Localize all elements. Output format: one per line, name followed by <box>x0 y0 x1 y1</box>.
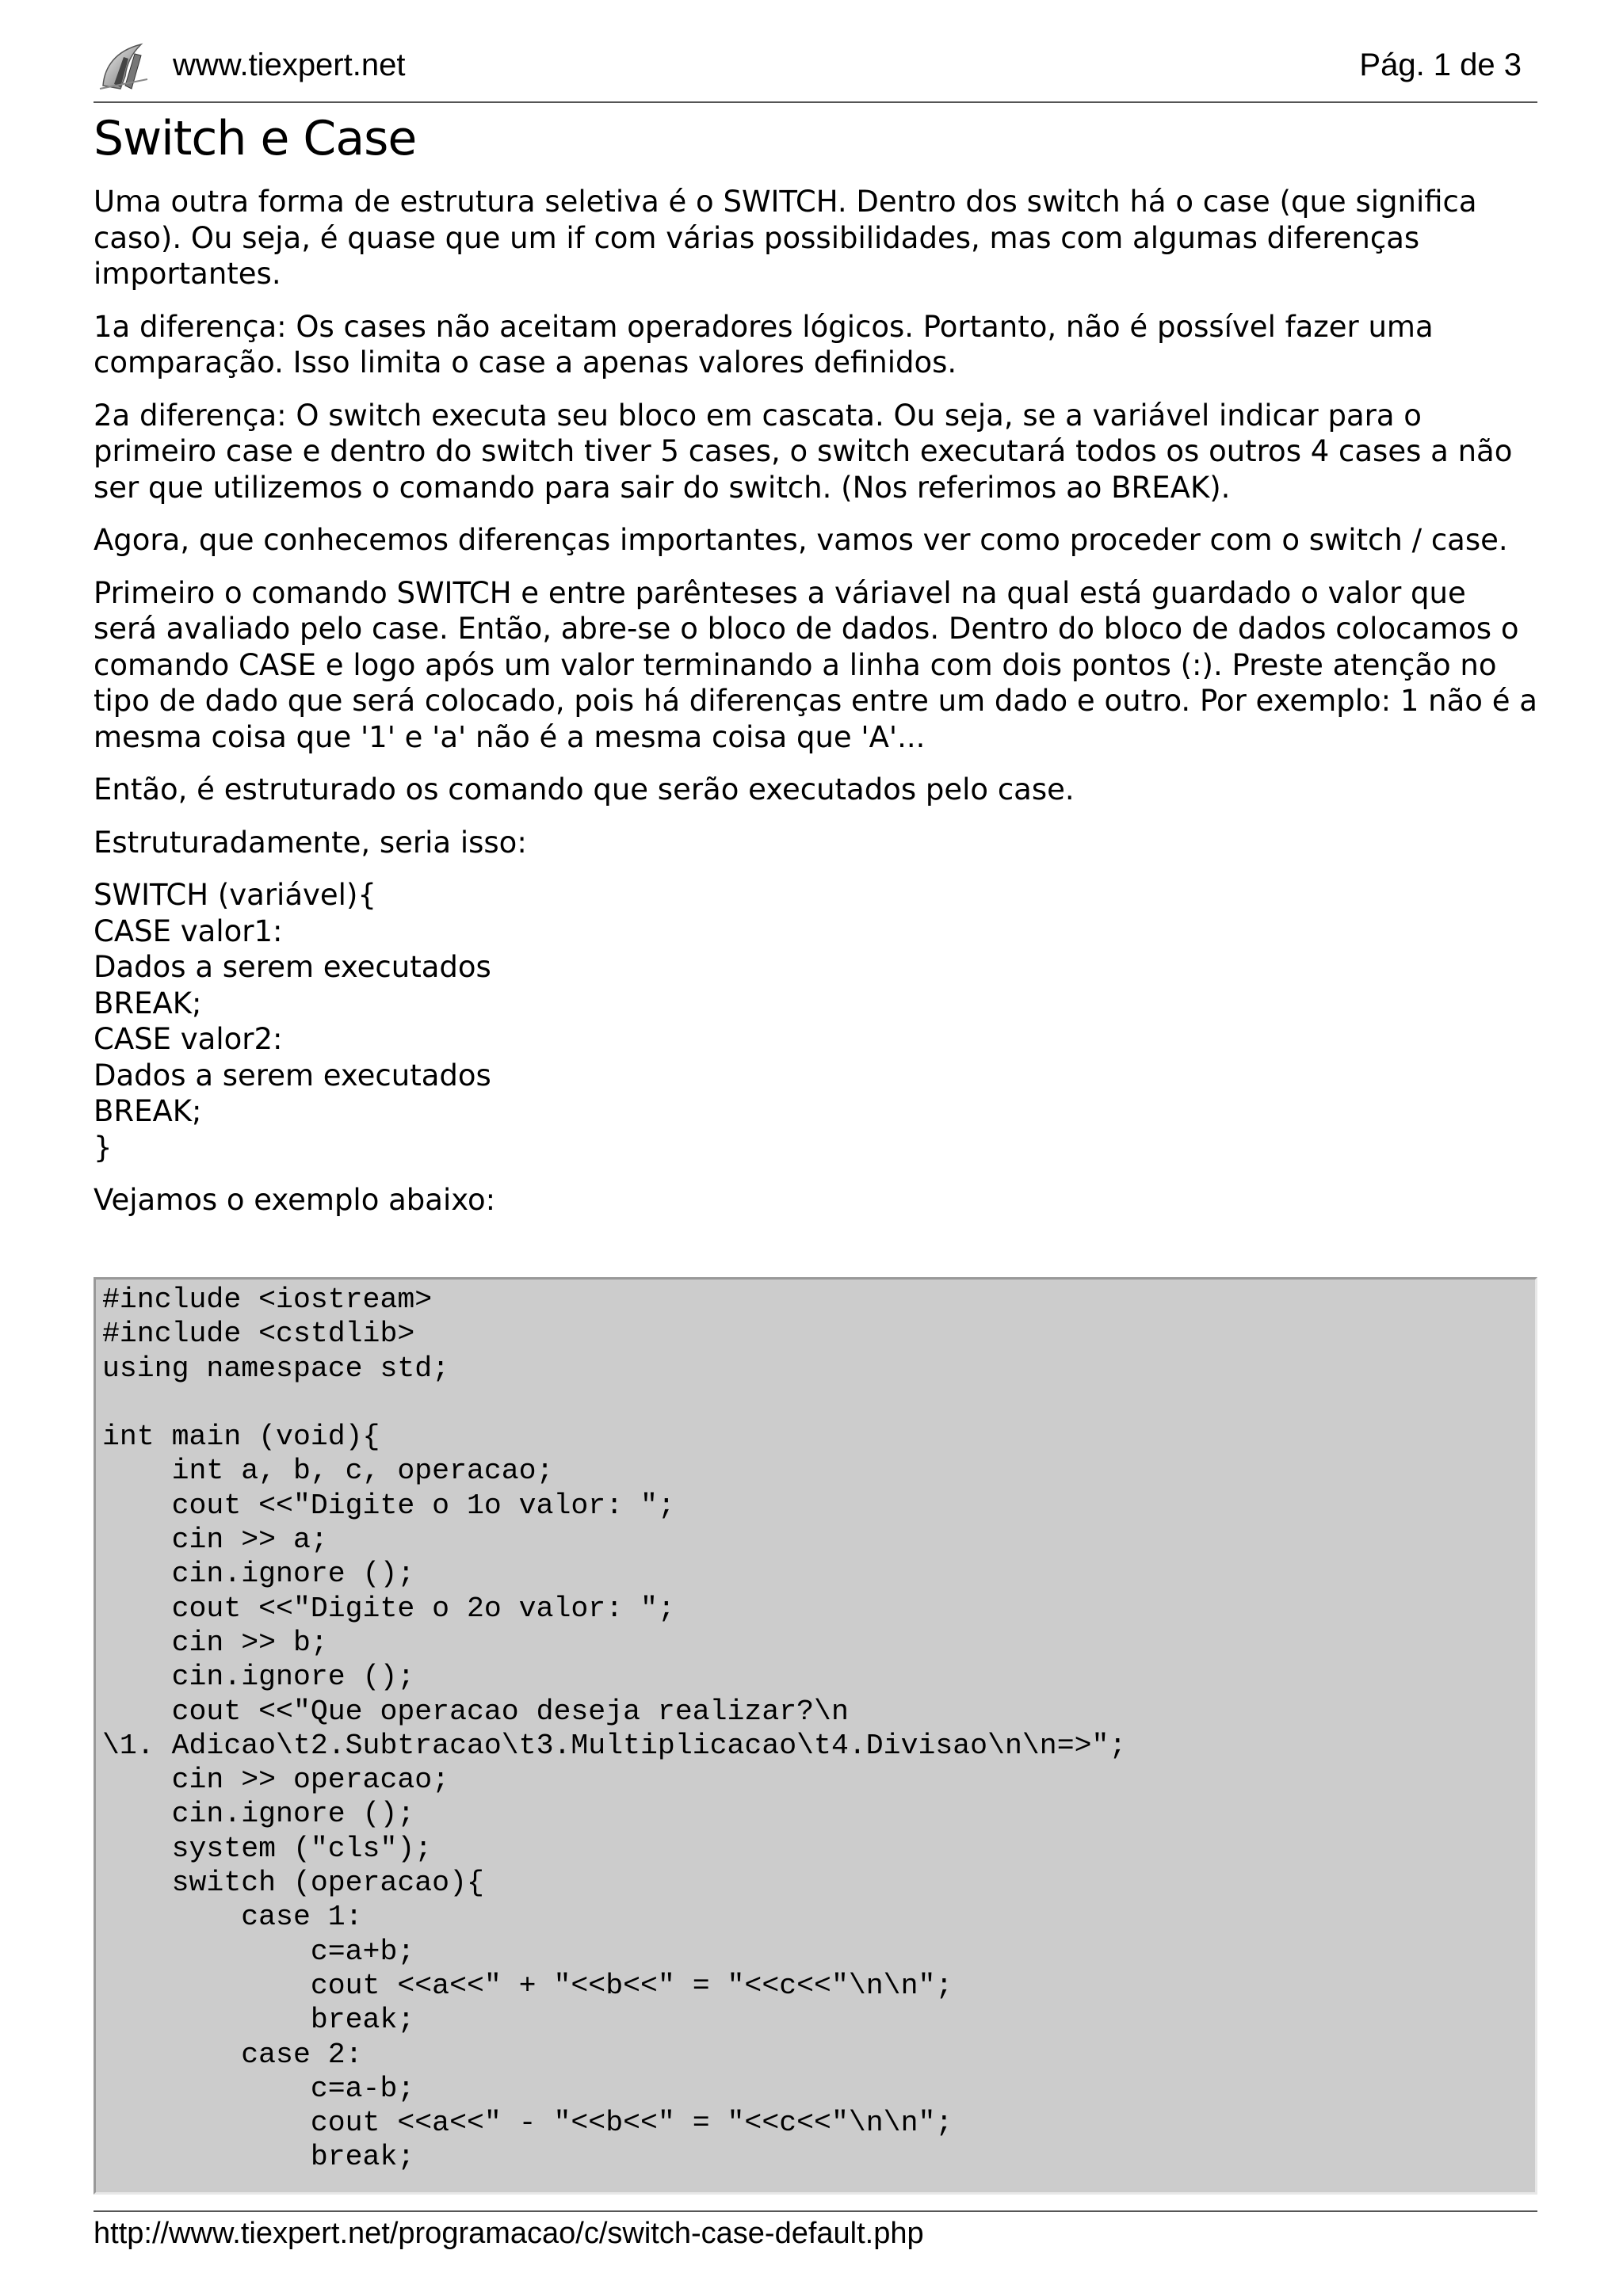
page-header <box>94 35 1537 103</box>
tiexpert-logo-icon <box>97 40 151 93</box>
article-body <box>94 184 1537 1235</box>
page-title: Switch e Case <box>94 111 417 166</box>
site-name: www.tiexpert.net <box>173 48 406 82</box>
paragraph: Uma outra forma de estrutura seletiva é o SWITCH. Dentro dos switch há o case (que significa caso). Ou seja, é quase que um if com várias possibilidades, mas com algumas diferenças importantes. <box>94 185 1477 291</box>
paragraph: 1a diferença: Os cases não aceitam operadores lógicos. Portanto, não é possível fazer uma comparação. Isso limita o case a apenas valores definidos. <box>94 309 1434 379</box>
code-listing: #include <iostream> #include <cstdlib> using namespace std; int main (void){ int a, b, c, operacao; cout <<"Digite o 1o valor: "; cin >> a; cin.ignore (); cout <<"Digite o 2o valor: "; cin >> b; cin.ignore (); cout <<"Que operacao deseja realizar?\n \1. Adicao\t2.Subtracao\t3.Multiplicacao\t4.Divisao\n\n=>"; cin >> operacao; cin.ignore (); system ("cls"); switch (operacao){ case 1: c=a+b; cout <<a<<" + "<<b<<" = "<<c<<"\n\n"; break; case 2: c=a-b; cout <<a<<" - "<<b<<" = "<<c<<"\n\n"; break; <box>102 1283 1127 2174</box>
code-block <box>94 1277 1537 2195</box>
paragraph: Então, é estruturado os comando que serão executados pelo case. <box>94 772 1075 807</box>
structure-line: CASE valor1: <box>94 913 283 948</box>
structure-line: BREAK; <box>94 1094 202 1128</box>
structure-line: Dados a serem executados <box>94 950 491 984</box>
paragraph: 2a diferença: O switch executa seu bloco em cascata. Ou seja, se a variável indicar para o primeiro case e dentro do switch tiver 5 cases, o switch executará todos os outros 4 cases a não ser que utilizemos o comando para sair do switch. (Nos referimos ao BREAK). <box>94 398 1513 505</box>
paragraph: Agora, que conhecemos diferenças importantes, vamos ver como proceder com o switch / case. <box>94 523 1508 557</box>
structure-line: } <box>94 1130 113 1165</box>
structure-line: SWITCH (variável){ <box>94 878 376 912</box>
structure-line: Dados a serem executados <box>94 1058 491 1093</box>
structure-line: CASE valor2: <box>94 1022 283 1056</box>
paragraph: Estruturadamente, seria isso: <box>94 825 527 860</box>
paragraph: Vejamos o exemplo abaixo: <box>94 1183 496 1217</box>
source-url: http://www.tiexpert.net/programacao/c/switch-case-default.php <box>94 2217 924 2250</box>
page-footer <box>94 2210 1537 2250</box>
page-indicator: Pág. 1 de 3 <box>1359 48 1522 82</box>
switch-structure <box>94 877 1537 1165</box>
structure-line: BREAK; <box>94 986 202 1020</box>
document-page <box>94 0 1537 2296</box>
paragraph: Primeiro o comando SWITCH e entre parênteses a váriavel na qual está guardado o valor que será avaliado pelo case. Então, abre-se o bloco de dados. Dentro do bloco de dados colocamos o comando CASE e logo após um valor terminando a linha com dois pontos (:). Preste atenção no tipo de dado que será colocado, pois há diferenças entre um dado e outro. Por exemplo: 1 não é a mesma coisa que '1' e 'a' não é a mesma coisa que 'A'... <box>94 575 1537 754</box>
